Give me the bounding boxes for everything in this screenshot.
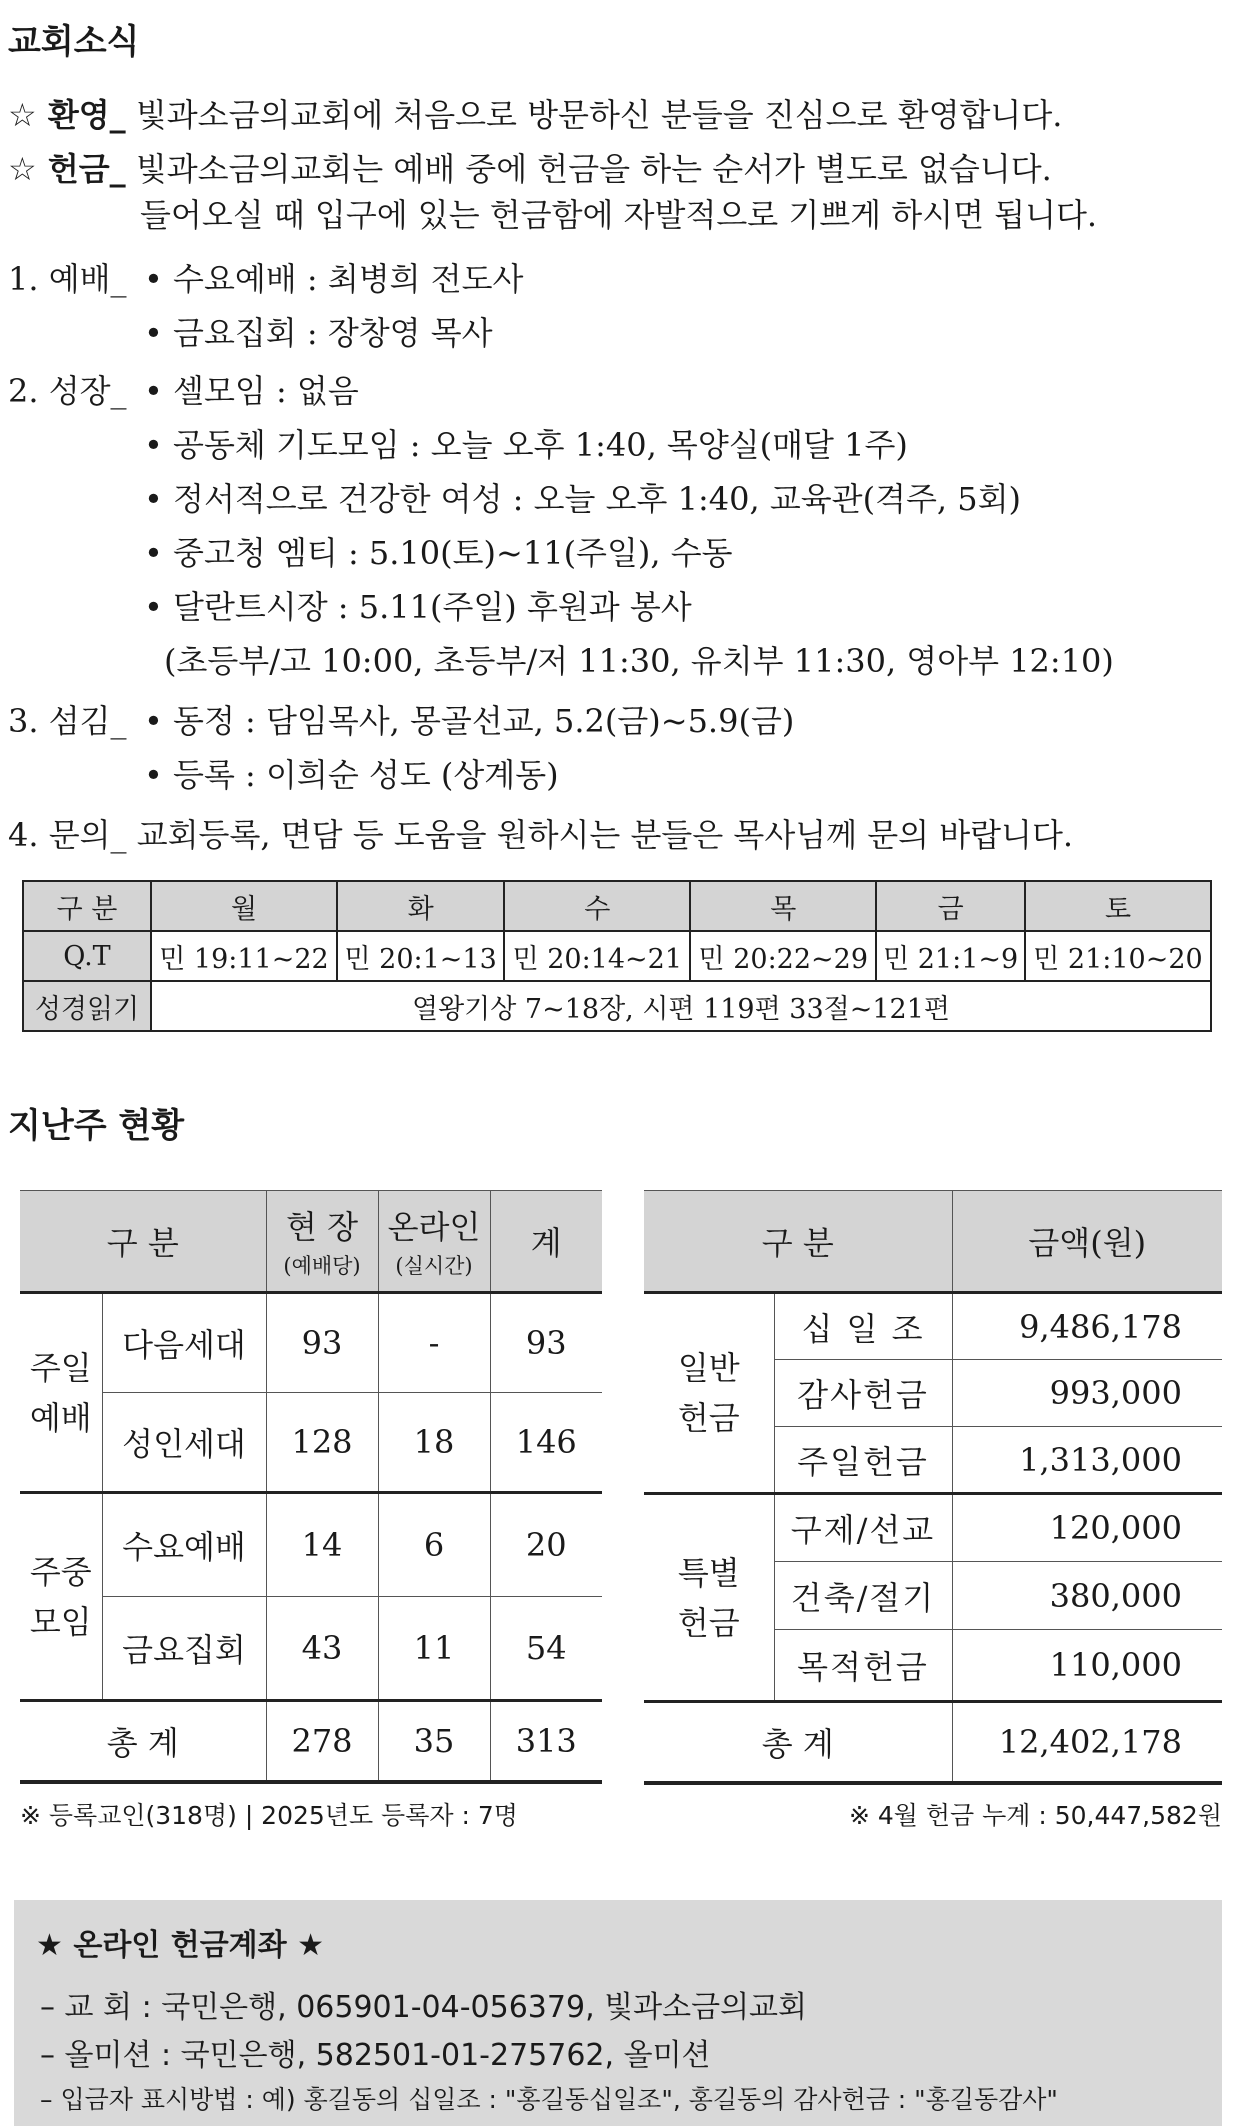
- attendance-row-name: 금요집회: [102, 1597, 266, 1701]
- offering-item-amount: 993,000: [952, 1360, 1222, 1427]
- table-row: [644, 1494, 1222, 1562]
- attendance-onsite: 43: [266, 1597, 378, 1701]
- attendance-online: 6: [378, 1493, 490, 1597]
- schedule-header: 구 분: [23, 881, 151, 931]
- offering-item-amount: 380,000: [952, 1562, 1222, 1630]
- schedule-header: 목: [690, 881, 876, 931]
- growth-item: • 중고청 엠티 : 5.10(토)~11(주일), 수동: [144, 534, 733, 572]
- online-label: 온라인: [387, 1208, 481, 1246]
- reading-label: 성경읽기: [23, 981, 151, 1031]
- attendance-header-onsite: [266, 1191, 378, 1293]
- attendance-sum-label: 총 계: [20, 1701, 266, 1783]
- attendance-header-category: 구 분: [20, 1191, 266, 1293]
- attendance-sum-total: 313: [490, 1701, 602, 1783]
- attendance-onsite: 128: [266, 1393, 378, 1493]
- attendance-group-label: 주중 모임: [20, 1493, 102, 1701]
- account-mission: – 올미션 : 국민은행, 582501-01-275762, 올미션: [40, 2038, 711, 2073]
- attendance-total: 93: [490, 1293, 602, 1393]
- offering-item-name: 감사헌금: [774, 1360, 952, 1427]
- offering-table: [644, 1190, 1222, 1785]
- bible-schedule-table: [22, 880, 1212, 1032]
- welcome-line: [8, 90, 1062, 136]
- offering-note-line: [8, 144, 1052, 190]
- table-row: [20, 1493, 602, 1597]
- table-row: [20, 1393, 602, 1493]
- offering-group-label: 특별 헌금: [644, 1494, 774, 1702]
- table-row: [20, 1293, 602, 1393]
- offering-header-category: 구 분: [644, 1191, 952, 1293]
- offering-note-text-2: 들어오실 때 입구에 있는 헌금함에 자발적으로 기쁘게 하시면 됩니다.: [140, 196, 1098, 234]
- table-row: [20, 1597, 602, 1701]
- offering-item-amount: 120,000: [952, 1494, 1222, 1562]
- attendance-header-online: [378, 1191, 490, 1293]
- attendance-sum-row: [20, 1701, 602, 1783]
- account-guide: – 입금자 표시방법 : 예) 홍길동의 십일조 : "홍길동십일조", 홍길동의 감사헌금 : "홍길동감사": [40, 2085, 1058, 2114]
- inquiry-line: [8, 810, 1073, 856]
- offering-note-label: ☆ 헌금_: [8, 150, 126, 188]
- attendance-online: -: [378, 1293, 490, 1393]
- service-item: • 동정 : 담임목사, 몽골선교, 5.2(금)~5.9(금): [144, 702, 795, 740]
- schedule-header: 토: [1025, 881, 1211, 931]
- inquiry-label: 4. 문의_: [8, 816, 127, 854]
- offering-sum-amount: 12,402,178: [952, 1702, 1222, 1784]
- attendance-row-name: 성인세대: [102, 1393, 266, 1493]
- qt-label: Q.T: [23, 931, 151, 981]
- qt-cell: 민 20:1~13: [337, 931, 504, 981]
- attendance-total: 54: [490, 1597, 602, 1701]
- growth-item-detail: (초등부/고 10:00, 초등부/저 11:30, 유치부 11:30, 영아부 12:10): [164, 642, 1114, 680]
- offering-sum-row: [644, 1702, 1222, 1784]
- offering-item-amount: 1,313,000: [952, 1427, 1222, 1494]
- qt-cell: 민 20:14~21: [504, 931, 690, 981]
- offering-item-name: 건축/절기: [774, 1562, 952, 1630]
- last-week-title: 지난주 현황: [8, 1106, 185, 1146]
- worship-item: • 금요집회 : 장창영 목사: [144, 314, 493, 352]
- welcome-text: 빛과소금의교회에 처음으로 방문하신 분들을 진심으로 환영합니다.: [135, 96, 1063, 134]
- offering-item-name: 목적헌금: [774, 1630, 952, 1702]
- attendance-online: 18: [378, 1393, 490, 1493]
- attendance-online: 11: [378, 1597, 490, 1701]
- welcome-label: ☆ 환영_: [8, 96, 126, 134]
- growth-item: • 정서적으로 건강한 여성 : 오늘 오후 1:40, 교육관(격주, 5회): [144, 480, 1021, 518]
- attendance-onsite: 93: [266, 1293, 378, 1393]
- attendance-table: [20, 1190, 602, 1784]
- offering-item-name: 구제/선교: [774, 1494, 952, 1562]
- onsite-label: 현 장: [286, 1208, 358, 1246]
- attendance-row-name: 다음세대: [102, 1293, 266, 1393]
- online-account-box: [14, 1900, 1222, 2126]
- service-item: • 등록 : 이희순 성도 (상계동): [144, 756, 559, 794]
- attendance-header-row: [20, 1191, 602, 1293]
- inquiry-text: 교회등록, 면담 등 도움을 원하시는 분들은 목사님께 문의 바랍니다.: [136, 816, 1074, 854]
- reading-row: [23, 981, 1211, 1031]
- schedule-header: 화: [337, 881, 504, 931]
- offering-note-text-1: 빛과소금의교회는 예배 중에 헌금을 하는 순서가 별도로 없습니다.: [135, 150, 1052, 188]
- offering-item-name: 주일헌금: [774, 1427, 952, 1494]
- offering-group-label: 일반 헌금: [644, 1293, 774, 1494]
- growth-label: 2. 성장_: [8, 372, 127, 410]
- attendance-note: ※ 등록교인(318명) | 2025년도 등록자 : 7명: [20, 1801, 518, 1830]
- page-title: 교회소식: [8, 22, 140, 62]
- growth-item: • 달란트시장 : 5.11(주일) 후원과 봉사: [144, 588, 692, 626]
- qt-cell: 민 21:1~9: [876, 931, 1025, 981]
- schedule-header: 월: [151, 881, 337, 931]
- offering-item-name: 십 일 조: [774, 1293, 952, 1360]
- online-account-title: ★ 온라인 헌금계좌 ★: [36, 1928, 324, 1963]
- offering-item-amount: 9,486,178: [952, 1293, 1222, 1360]
- schedule-header: 수: [504, 881, 690, 931]
- attendance-total: 20: [490, 1493, 602, 1597]
- qt-cell: 민 21:10~20: [1025, 931, 1211, 981]
- table-row: [644, 1293, 1222, 1360]
- qt-cell: 민 20:22~29: [690, 931, 876, 981]
- onsite-sub-label: (예배당): [283, 1254, 361, 1278]
- offering-header-amount: 금액(원): [952, 1191, 1222, 1293]
- reading-cell: 열왕기상 7~18장, 시편 119편 33절~121편: [151, 981, 1211, 1031]
- online-sub-label: (실시간): [395, 1254, 473, 1278]
- attendance-header-total: 계: [490, 1191, 602, 1293]
- attendance-group-label: 주일 예배: [20, 1293, 102, 1493]
- attendance-sum-onsite: 278: [266, 1701, 378, 1783]
- worship-label: 1. 예배_: [8, 260, 127, 298]
- service-label: 3. 섬김_: [8, 702, 127, 740]
- offering-note: ※ 4월 헌금 누계 : 50,447,582원: [848, 1801, 1222, 1830]
- offering-header-row: [644, 1191, 1222, 1293]
- worship-item: • 수요예배 : 최병희 전도사: [144, 260, 524, 298]
- attendance-row-name: 수요예배: [102, 1493, 266, 1597]
- offering-sum-label: 총 계: [644, 1702, 952, 1784]
- attendance-total: 146: [490, 1393, 602, 1493]
- schedule-header-row: [23, 881, 1211, 931]
- attendance-sum-online: 35: [378, 1701, 490, 1783]
- growth-item: • 셀모임 : 없음: [144, 372, 359, 410]
- growth-item: • 공동체 기도모임 : 오늘 오후 1:40, 목양실(매달 1주): [144, 426, 908, 464]
- qt-row: [23, 931, 1211, 981]
- offering-item-amount: 110,000: [952, 1630, 1222, 1702]
- account-church: – 교 회 : 국민은행, 065901-04-056379, 빛과소금의교회: [40, 1990, 808, 2025]
- attendance-onsite: 14: [266, 1493, 378, 1597]
- schedule-header: 금: [876, 881, 1025, 931]
- qt-cell: 민 19:11~22: [151, 931, 337, 981]
